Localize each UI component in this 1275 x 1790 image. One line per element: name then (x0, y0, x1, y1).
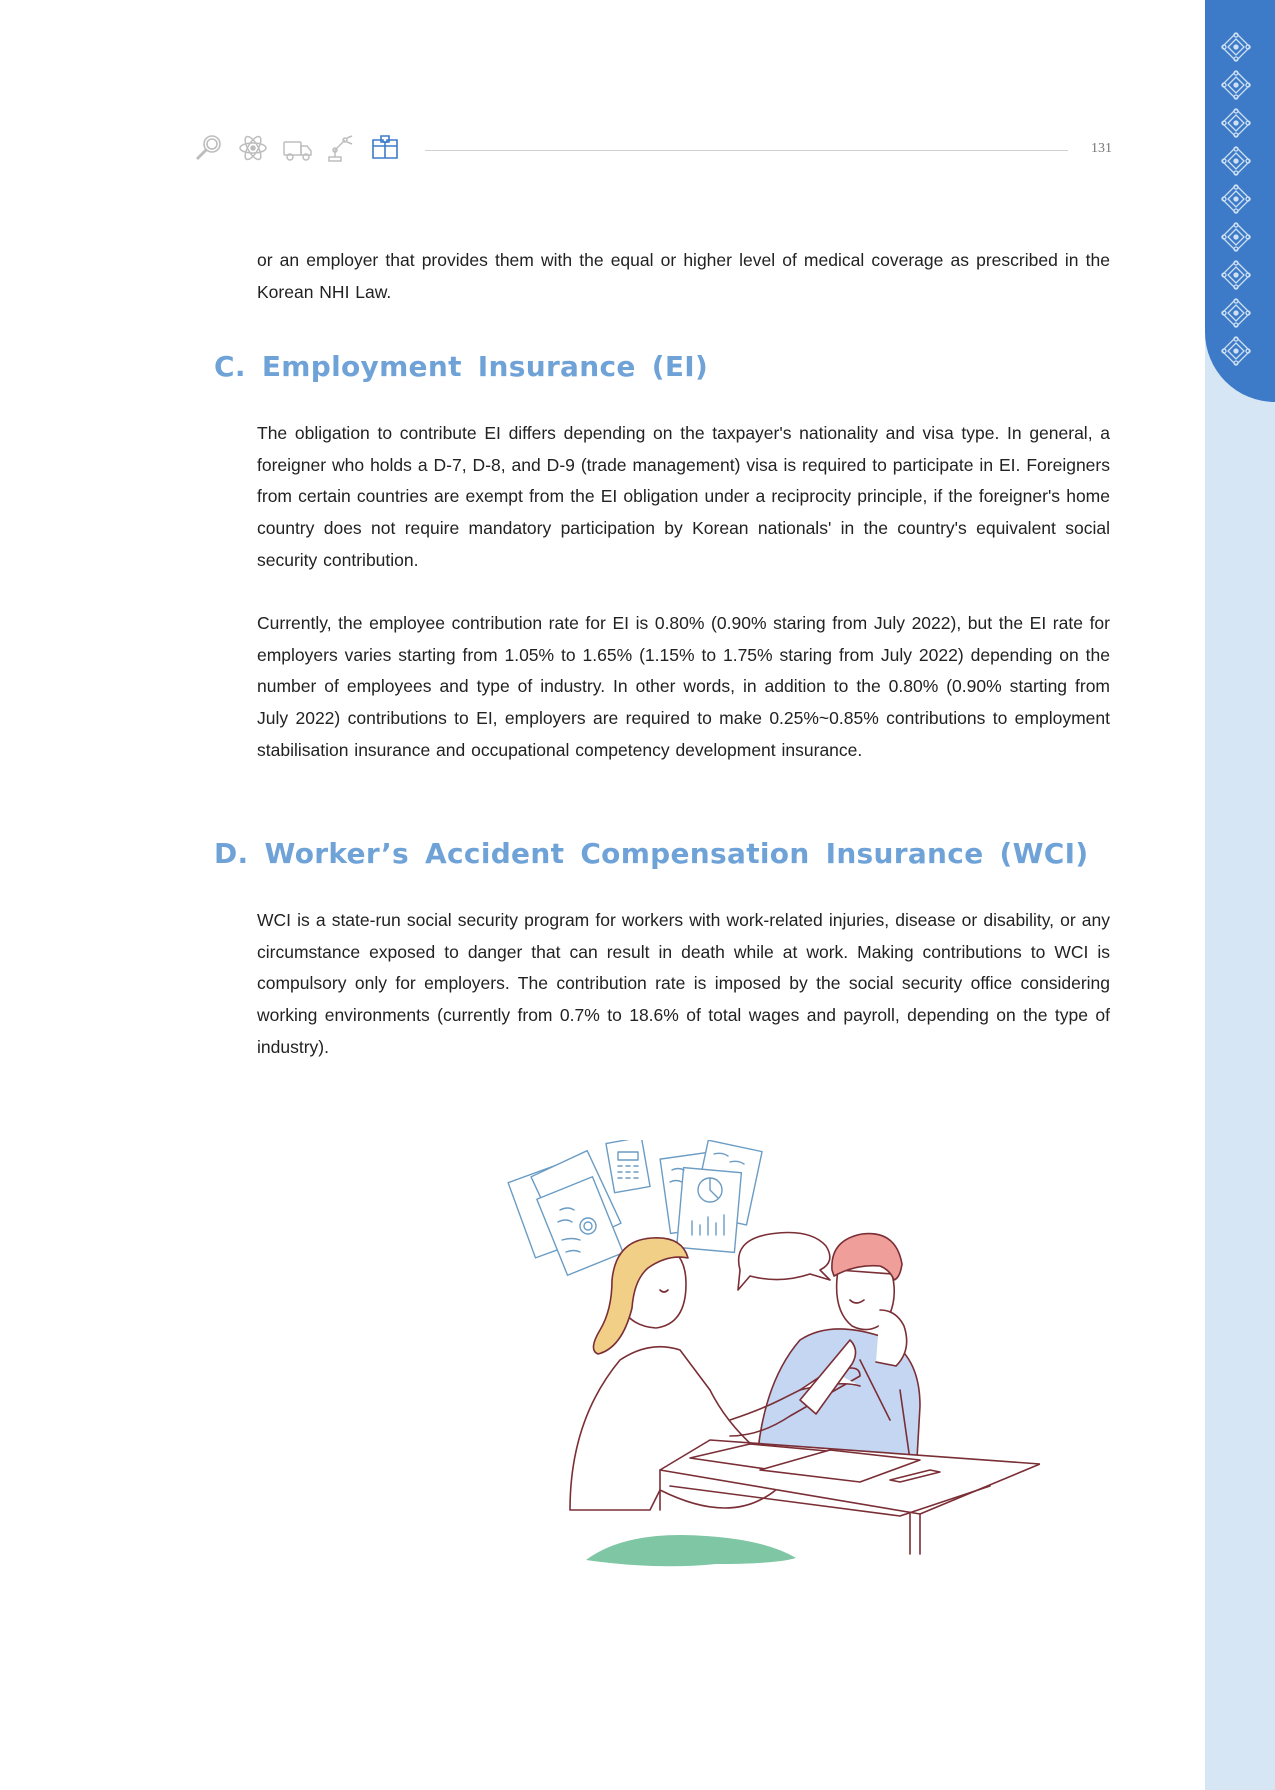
diamond-ornament-icon (1219, 258, 1253, 292)
map-book-icon (369, 132, 401, 164)
robot-arm-icon (325, 132, 357, 164)
header-rule (425, 150, 1068, 151)
diamond-ornament-icon (1219, 334, 1253, 368)
page-number: 131 (1091, 141, 1112, 156)
diamond-ornament-icon (1219, 106, 1253, 140)
diamond-ornament-icon (1219, 182, 1253, 216)
speech-bubble (738, 1233, 830, 1291)
atom-icon (237, 132, 269, 164)
diamond-ornament-icon (1219, 68, 1253, 102)
magnifier-icon (193, 132, 225, 164)
consultation-illustration (500, 1140, 1040, 1580)
intro-paragraph: or an employer that provides them with the equal or higher level of medical coverage as prescribed in the Korean NHI Law. (257, 250, 1110, 302)
section-c-paragraph-2: Currently, the employee contribution rate for EI is 0.80% (0.90% staring from July 2022), but the EI rate for employers varies starting from 1.05% to 1.65% (1.15% to 1.75% staring from July 2022) depending on the number of employees and type of industry. In other words, in addition to the 0.80% (0.90% starting from July 2022) contributions to EI, employers are required to make 0.25%~0.85% contributions to employment stabilisation insurance and occupational competency development insurance. (257, 613, 1110, 760)
section-d-heading: D. Worker’s Accident Compensation Insurance (WCI) (214, 837, 1089, 870)
floor-accent (586, 1535, 796, 1566)
diamond-ornament-icon (1219, 30, 1253, 64)
truck-icon (281, 132, 313, 164)
chapter-icon-row (193, 132, 401, 164)
section-c-heading: C. Employment Insurance (EI) (214, 350, 709, 383)
diamond-ornament-icon (1219, 220, 1253, 254)
ornament-column (1219, 30, 1259, 372)
section-d-paragraph-1: WCI is a state-run social security program for workers with work-related injuries, disease or disability, or any circumstance exposed to danger that can result in death while at work. Making contributions to WCI is compulsory only for employers. The contribution rate is imposed by the social security office considering working environments (currently from 0.7% to 18.6% of total wages and payroll, depending on the type of industry). (257, 910, 1110, 1057)
chapter-tab (1205, 0, 1275, 402)
side-band (1205, 0, 1275, 1790)
section-c-paragraph-1: The obligation to contribute EI differs depending on the taxpayer's nationality and visa type. In general, a foreigner who holds a D-7, D-8, and D-9 (trade management) visa is required to participate in EI. Foreigners from certain countries are exempt from the EI obligation under a reciprocity principle, if the foreigner's home country does not require mandatory participation by Korean nationals' in the country's equivalent social security contribution. (257, 423, 1110, 570)
diamond-ornament-icon (1219, 296, 1253, 330)
diamond-ornament-icon (1219, 144, 1253, 178)
